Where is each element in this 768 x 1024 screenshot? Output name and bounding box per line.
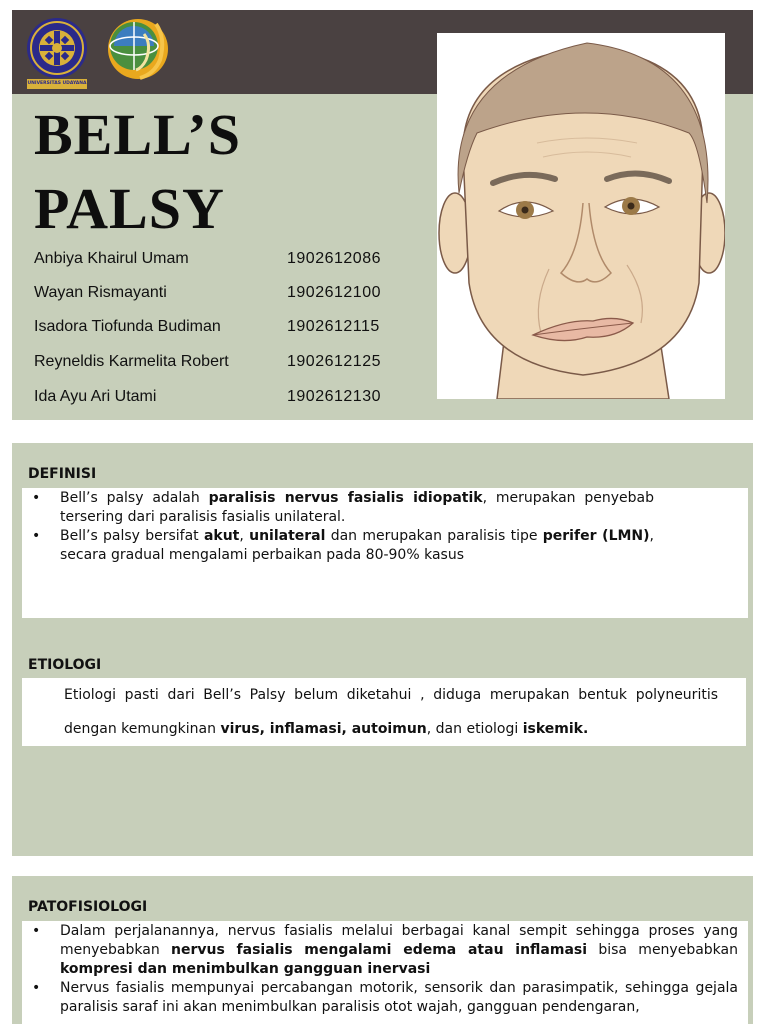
- faculty-emblem-logo: [104, 16, 174, 82]
- page-title-line2: PALSY: [34, 176, 225, 241]
- definisi-bullet-2-part-3: ,: [239, 528, 250, 544]
- definisi-list: [24, 489, 654, 565]
- definisi-content-box: [22, 488, 748, 618]
- definisi-bullet: [24, 527, 654, 565]
- etiologi-content-box: [22, 678, 746, 746]
- patofisiologi-bullet-1-part-2: nervus fasialis mengalami edema atau inflamasi: [171, 942, 588, 958]
- patofisiologi-bullet: [24, 979, 738, 1017]
- face-illustration: [437, 33, 725, 399]
- patofisiologi-bullet-2-part-1: Nervus fasialis mempunyai percabangan motorik, sensorik dan parasimpatik, sehingga gejala paralisis saraf ini akan menimbulkan paralisis otot wajah, gangguan pendengaran,: [60, 980, 738, 1015]
- etiologi-text-part-3: , dan etiologi: [426, 721, 523, 737]
- member-name: Wayan Rismayanti: [34, 284, 167, 301]
- patofisiologi-bullet-1-part-3: bisa menyebabkan: [587, 942, 738, 958]
- definisi-heading: DEFINISI: [28, 466, 97, 482]
- member-name: Isadora Tiofunda Budiman: [34, 318, 221, 335]
- etiologi-heading: ETIOLOGI: [28, 657, 102, 673]
- definisi-bullet-2-part-1: Bell’s palsy bersifat: [60, 528, 204, 544]
- definisi-bullet-2-part-7: , secara gradual mengalami perbaikan pada 80-90% kasus: [60, 528, 654, 563]
- member-name: Anbiya Khairul Umam: [34, 250, 189, 267]
- member-id: 1902612115: [287, 318, 380, 335]
- definisi-bullet-2-part-6: perifer (LMN): [542, 528, 650, 544]
- definisi-bullet-1-part-3: , merupakan penyebab tersering dari paralisis fasialis unilateral.: [60, 490, 654, 525]
- definisi-bullet: [24, 489, 654, 527]
- patofisiologi-bullet: [24, 922, 738, 979]
- patofisiologi-list: [24, 922, 738, 1017]
- definisi-bullet-1-part-2: paralisis nervus fasialis idiopatik: [208, 490, 483, 506]
- patofisiologi-bullet-1-part-4: kompresi dan menimbulkan gangguan inervasi: [60, 961, 431, 977]
- udayana-seal-logo: [24, 16, 90, 90]
- member-id: 1902612130: [287, 388, 381, 405]
- patofisiologi-bullet-1-part-1: Dalam perjalanannya, nervus fasialis melalui berbagai kanal sempit sehingga proses yang menyebabkan: [60, 923, 738, 958]
- member-name: Ida Ayu Ari Utami: [34, 388, 157, 405]
- member-id: 1902612086: [287, 250, 381, 267]
- definisi-bullet-2-part-4: unilateral: [249, 528, 326, 544]
- definisi-bullet-2-part-2: akut: [203, 528, 240, 544]
- definisi-bullet-1-part-1: Bell’s palsy adalah: [60, 490, 209, 506]
- member-id: 1902612125: [287, 353, 381, 370]
- logo-caption: UNIVERSITAS UDAYANA: [27, 81, 87, 86]
- member-name: Reyneldis Karmelita Robert: [34, 353, 229, 370]
- patofisiologi-content-box: [22, 921, 748, 1024]
- etiologi-text-part-1: Etiologi pasti dari Bell’s Palsy belum diketahui , diduga merupakan bentuk polyneuritis dengan kemungkinan: [64, 687, 718, 737]
- patofisiologi-heading: PATOFISIOLOGI: [28, 899, 148, 915]
- page-title-line1: BELL’S: [34, 102, 241, 167]
- etiologi-text: [64, 678, 718, 746]
- definisi-bullet-2-part-5: dan merupakan paralisis tipe: [325, 528, 543, 544]
- member-id: 1902612100: [287, 284, 381, 301]
- etiologi-text-part-4: iskemik.: [522, 721, 589, 737]
- etiologi-text-part-2: virus, inflamasi, autoimun: [220, 721, 427, 737]
